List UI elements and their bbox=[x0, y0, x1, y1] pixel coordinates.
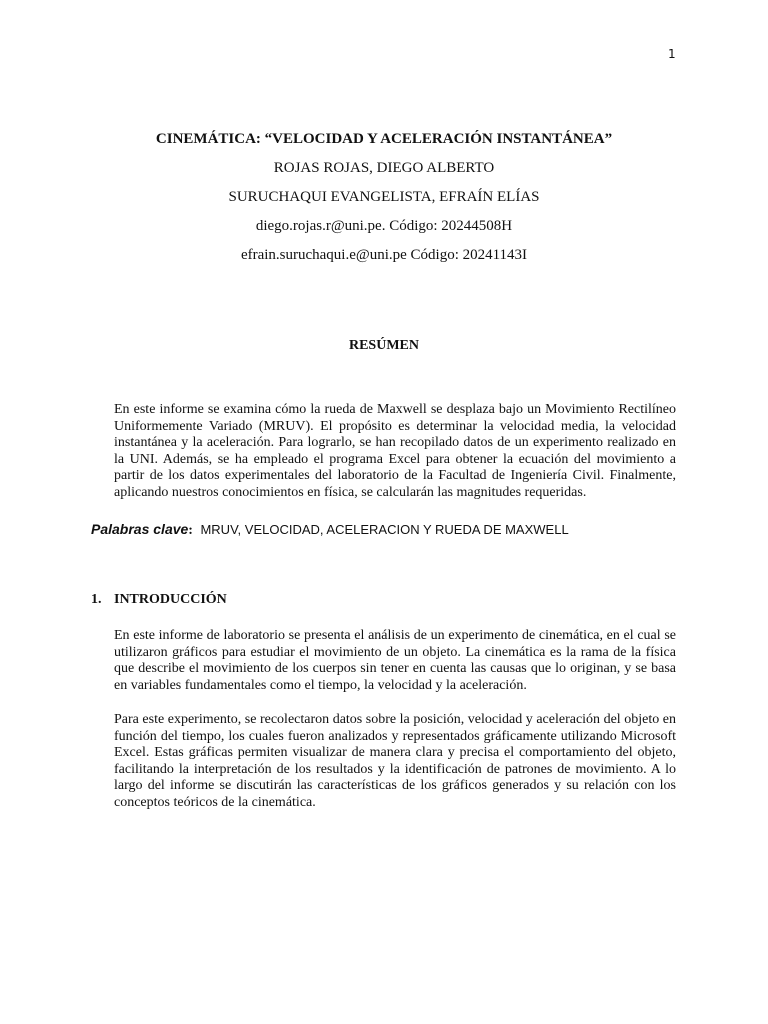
keywords-line bbox=[91, 521, 691, 539]
keywords-label: Palabras clave bbox=[91, 521, 189, 537]
section-title: INTRODUCCIÓN bbox=[114, 592, 227, 607]
introduction-paragraph: Para este experimento, se recolectaron datos sobre la posición, velocidad y aceleración del objeto en función del tiempo, los cuales fueron analizados y representados gráficamente utilizando Microsoft Excel. Estas gráficas permiten visualizar de manera clara y precisa el comportamiento del objeto, facilitando la interpretación de los resultados y la identificación de patrones de movimiento. A lo largo del informe se discutirán las características de los gráficos generados y su relación con los conceptos teóricos de la cinemática. bbox=[114, 712, 676, 810]
section-number: 1. bbox=[91, 592, 102, 607]
keywords-colon: : bbox=[188, 523, 193, 538]
keywords-value: MRUV, VELOCIDAD, ACELERACION Y RUEDA DE MAXWELL bbox=[200, 522, 569, 537]
abstract-heading: RESÚMEN bbox=[348, 338, 419, 353]
introduction-heading bbox=[91, 592, 227, 608]
author-contact: diego.rojas.r@uni.pe. Código: 20244508H bbox=[255, 218, 513, 234]
author-name: SURUCHAQUI EVANGELISTA, EFRAÍN ELÍAS bbox=[228, 189, 540, 205]
abstract-paragraph: En este informe se examina cómo la rueda de Maxwell se desplaza bajo un Movimiento Rectilíneo Uniformemente Variado (MRUV). El propósito es determinar la velocidad media, la velocidad instantánea y la aceleración. Para lograrlo, se han recopilado datos de un experimento realizado en la UNI. Además, se ha empleado el programa Excel para obtener la ecuación del movimiento a partir de los datos experimentales del laboratorio de la Facultad de Ingeniería Civil. Finalmente, aplicando nuestros conocimientos en física, se calcularán las magnitudes requeridas. bbox=[114, 402, 676, 500]
author-name: ROJAS ROJAS, DIEGO ALBERTO bbox=[273, 160, 495, 176]
author-contact: efrain.suruchaqui.e@uni.pe Código: 20241143I bbox=[240, 247, 528, 263]
introduction-paragraph: En este informe de laboratorio se presenta el análisis de un experimento de cinemática, en el cual se utilizaron gráficos para estudiar el movimiento de un objeto. La cinemática es la rama de la física que describe el movimiento de los cuerpos sin tener en cuenta las causas que lo originan, y se basa en variables fundamentales como el tiempo, la velocidad y la aceleración. bbox=[114, 628, 676, 693]
document-title: CINEMÁTICA: “VELOCIDAD Y ACELERACIÓN INSTANTÁNEA” bbox=[155, 131, 613, 147]
page-number: 1 bbox=[668, 47, 676, 61]
document-header bbox=[0, 130, 768, 275]
